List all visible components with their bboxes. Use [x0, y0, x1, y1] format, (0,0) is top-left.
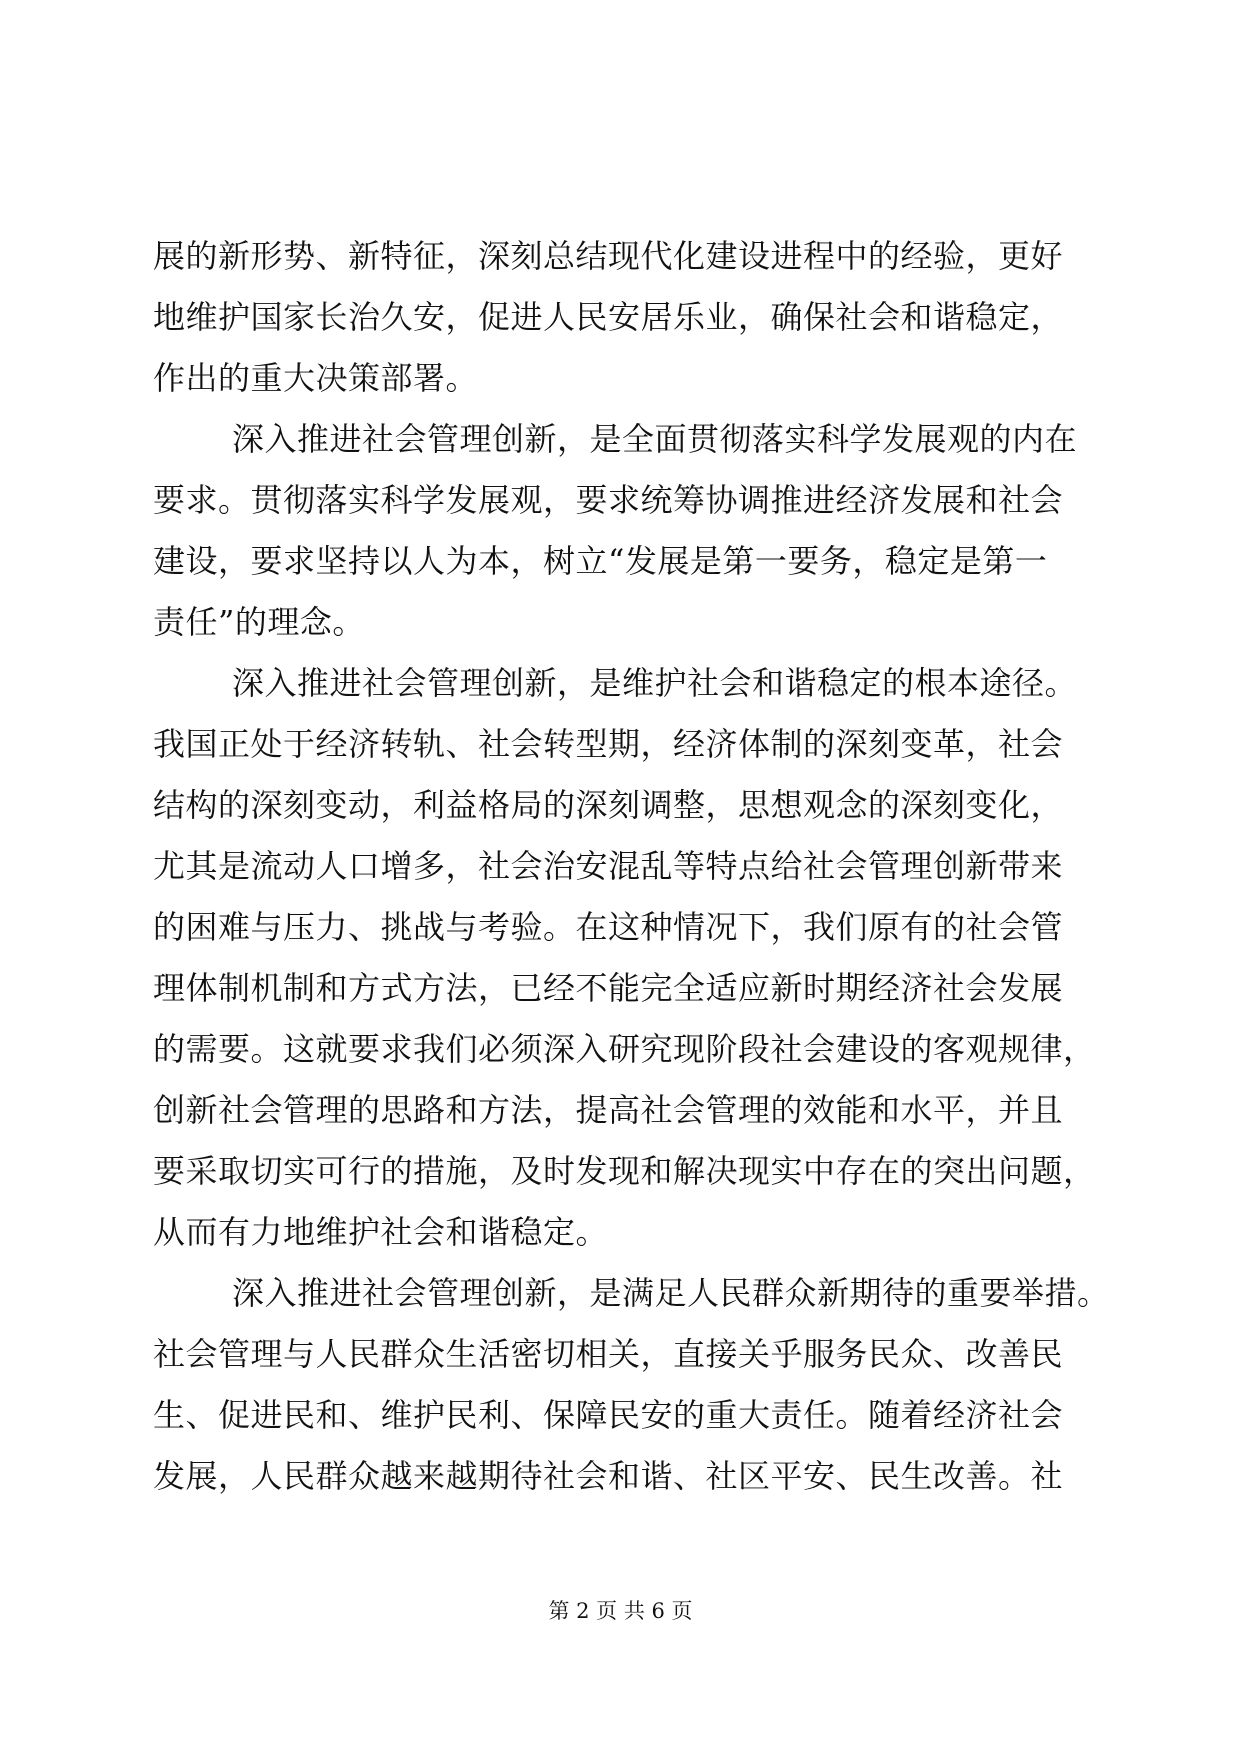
text-line: 责任”的理念。 — [153, 603, 365, 641]
text-line: 尤其是流动人口增多，社会治安混乱等特点给社会管理创新带来 — [153, 847, 1064, 885]
text-line: 要采取切实可行的措施，及时发现和解决现实中存在的突出问题， — [153, 1152, 1096, 1190]
text-line: 作出的重大决策部署。 — [153, 359, 479, 397]
text-line: 的困难与压力、挑战与考验。在这种情况下，我们原有的社会管 — [153, 908, 1064, 946]
paragraph-4 — [153, 1263, 1110, 1507]
text-line: 深入推进社会管理创新，是维护社会和谐稳定的根本途径。 — [232, 664, 1078, 702]
text-line: 建设，要求坚持以人为本，树立“发展是第一要务，稳定是第一 — [153, 542, 1048, 580]
text-line: 生、促进民和、维护民利、保障民安的重大责任。随着经济社会 — [153, 1396, 1064, 1434]
text-line: 我国正处于经济转轨、社会转型期，经济体制的深刻变革，社会 — [153, 725, 1064, 763]
paragraph-3 — [153, 653, 1096, 1263]
paragraph-1 — [153, 226, 1088, 409]
text-line: 要求。贯彻落实科学发展观，要求统筹协调推进经济发展和社会 — [153, 481, 1064, 519]
text-line: 展的新形势、新特征，深刻总结现代化建设进程中的经验，更好 — [153, 237, 1064, 275]
text-line: 从而有力地维护社会和谐稳定。 — [153, 1213, 609, 1251]
page-number-footer: 第 2 页 共 6 页 — [548, 1599, 693, 1623]
text-line: 深入推进社会管理创新，是满足人民群众新期待的重要举措。 — [232, 1274, 1110, 1312]
text-line: 社会管理与人民群众生活密切相关，直接关乎服务民众、改善民 — [153, 1335, 1064, 1373]
paragraph-2 — [153, 409, 1088, 653]
text-line: 的需要。这就要求我们必须深入研究现阶段社会建设的客观规律， — [153, 1030, 1096, 1068]
text-line: 结构的深刻变动，利益格局的深刻调整，思想观念的深刻变化， — [153, 786, 1064, 824]
document-body — [153, 226, 1110, 1507]
text-line: 深入推进社会管理创新，是全面贯彻落实科学发展观的内在 — [232, 420, 1078, 458]
text-line: 发展，人民群众越来越期待社会和谐、社区平安、民生改善。社 — [153, 1457, 1064, 1495]
text-line: 地维护国家长治久安，促进人民安居乐业，确保社会和谐稳定， — [153, 298, 1064, 336]
text-line: 理体制机制和方式方法，已经不能完全适应新时期经济社会发展 — [153, 969, 1064, 1007]
text-line: 创新社会管理的思路和方法，提高社会管理的效能和水平，并且 — [153, 1091, 1064, 1129]
